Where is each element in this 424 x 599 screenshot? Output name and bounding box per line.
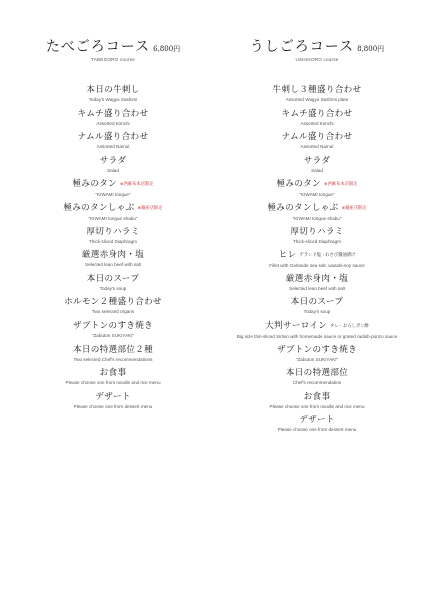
menu-item-name xyxy=(222,202,412,215)
menu-item-name xyxy=(222,155,412,167)
menu-item-name-text: お食事 xyxy=(303,391,331,402)
menu-item-name xyxy=(222,273,412,285)
menu-item-description: Today's soup xyxy=(99,285,127,291)
menu-item xyxy=(18,249,208,273)
menu-item xyxy=(222,320,412,344)
menu-item-note: ※西麻布本店限定 xyxy=(323,182,358,188)
menu-item-description: Chef's recommendation xyxy=(292,380,342,386)
menu-item-name xyxy=(222,178,412,191)
menu-item-note: ※西麻布本店限定 xyxy=(119,182,154,188)
menu-item xyxy=(18,226,208,250)
menu-item-name xyxy=(18,131,208,143)
menu-item xyxy=(222,178,412,202)
menu-item-name xyxy=(18,391,208,403)
menu-item-description: "KIWAMI tongue shabu" xyxy=(292,215,342,221)
menu-item-name-text: 本日の牛刺し xyxy=(86,85,140,95)
menu-item-name xyxy=(222,344,412,356)
menu-item-description: Assorted Namul xyxy=(300,144,334,150)
menu-item-name xyxy=(18,108,208,120)
menu-item-name-text: ホルモン２種盛り合わせ xyxy=(64,297,162,308)
menu-item-name xyxy=(18,296,208,308)
menu-item-name xyxy=(18,320,208,332)
course-item-list xyxy=(18,84,208,414)
course-header xyxy=(222,36,412,64)
menu-item xyxy=(18,273,208,297)
course-subtitle: USHIGORO course xyxy=(295,57,339,62)
menu-item-note: ゲランド塩・わさび醤油漬け xyxy=(299,253,356,259)
menu-item-description: Today's Wagyu Sashimi xyxy=(88,97,138,102)
menu-item-description: Two selected Chef's recommendations xyxy=(73,356,153,362)
menu-item xyxy=(18,296,208,320)
menu-item xyxy=(222,131,412,155)
menu-item xyxy=(18,131,208,155)
menu-item-name xyxy=(18,178,208,191)
menu-item-name-text: 厳選赤身肉・塩 xyxy=(81,250,145,261)
course-title: うしごろコース xyxy=(249,39,355,55)
menu-item-description: Please choose one from dessert menu xyxy=(277,427,357,433)
menu-item-name-text: キムチ盛り合わせ xyxy=(77,108,149,119)
menu-item-note: ※銀座店限定 xyxy=(341,205,367,211)
menu-item xyxy=(222,202,412,226)
menu-item-description: "Zabuton SUKIYAKI" xyxy=(91,332,135,338)
ushigoro-course-column xyxy=(222,36,412,438)
menu-item-name-text: 極みのタン xyxy=(72,179,117,190)
menu-item-description: "KIWAMI tongue" xyxy=(95,192,131,198)
course-price: 8,800円 xyxy=(357,45,385,53)
menu-item-name-text: 極みのタン xyxy=(276,179,321,190)
menu-item xyxy=(222,414,412,438)
menu-item-description: Please choose one from dessert menu xyxy=(73,403,153,409)
menu-item-name-text: ヒレ xyxy=(278,250,297,261)
menu-item-name xyxy=(222,249,412,262)
menu-item-name-text: サラダ xyxy=(303,155,331,166)
menu-item-name-text: 本日の特選部位 xyxy=(285,368,349,379)
course-subtitle: TABEGORO course xyxy=(91,57,135,62)
menu-item-name xyxy=(222,414,412,426)
menu-item-description: Big size thin-sliced Sirloin with homemade sauce or grated radish-ponzu sauce xyxy=(236,333,398,339)
menu-item-description: Thick-sliced Diaphragm xyxy=(89,238,137,244)
menu-item-name xyxy=(222,296,412,308)
menu-item-description: Two selected organs xyxy=(91,309,135,315)
menu-item-name-text: デザート xyxy=(95,391,131,402)
course-price: 6,800円 xyxy=(153,45,181,53)
menu-item xyxy=(222,273,412,297)
menu-item-description: Please choose one from noodle and rice menu xyxy=(269,403,365,409)
menu-item xyxy=(18,84,208,108)
menu-item xyxy=(222,344,412,368)
menu-item-name xyxy=(18,249,208,261)
menu-item-name xyxy=(18,202,208,215)
menu-item-name-text: ナムル盛り合わせ xyxy=(281,132,353,143)
menu-item xyxy=(18,155,208,179)
menu-item xyxy=(18,391,208,415)
menu-item-description: Assorted Kimchi xyxy=(300,120,334,126)
course-title: たべごろコース xyxy=(45,39,151,55)
menu-item-description: Selected lean beef with salt xyxy=(85,262,141,268)
menu-item xyxy=(222,391,412,415)
menu-item-description: "KIWAMI tongue shabu" xyxy=(88,215,138,221)
menu-item-name-text: 厳選赤身肉・塩 xyxy=(285,273,349,284)
menu-item-description: Assorted Namul xyxy=(96,144,130,150)
menu-item-description: Today's soup xyxy=(303,309,331,315)
menu-item-description: Selected lean beef with salt xyxy=(289,285,345,291)
menu-item-name-text: お食事 xyxy=(99,368,127,379)
menu-item-name xyxy=(222,367,412,379)
menu-item xyxy=(222,249,412,273)
menu-item xyxy=(18,344,208,368)
menu-item-name xyxy=(222,320,412,333)
menu-item-name-text: 本日のスープ xyxy=(290,297,344,308)
menu-item-name-text: 本日の特選部位２種 xyxy=(72,344,154,355)
menu-item xyxy=(222,155,412,179)
menu-item-description: Assorted Kimchi xyxy=(96,120,130,126)
menu-item-name xyxy=(222,108,412,120)
menu-item-name-text: キムチ盛り合わせ xyxy=(281,108,353,119)
menu-item-name xyxy=(18,155,208,167)
menu-item-name-text: 牛刺し３種盛り合わせ xyxy=(272,85,362,95)
menu-item-name xyxy=(18,367,208,379)
menu-item xyxy=(222,84,412,108)
menu-item xyxy=(18,320,208,344)
menu-item-description: Please choose one from noodle and rice menu xyxy=(65,380,161,386)
menu-item-name xyxy=(222,391,412,403)
menu-item-note: ※銀座店限定 xyxy=(137,205,163,211)
menu-item-name-text: ザブトンのすき焼き xyxy=(72,320,154,331)
course-header xyxy=(18,36,208,64)
menu-item xyxy=(18,367,208,391)
menu-item xyxy=(18,202,208,226)
tabegoro-course-column xyxy=(18,36,208,414)
menu-item-name xyxy=(18,84,208,96)
menu-item-name xyxy=(222,84,412,96)
menu-item xyxy=(222,108,412,132)
menu-item-name-text: 極みのタンしゃぶ xyxy=(63,202,135,213)
menu-item-name xyxy=(18,273,208,285)
menu-item xyxy=(222,367,412,391)
menu-item-name xyxy=(18,344,208,356)
menu-item-name xyxy=(222,131,412,143)
menu-item-name xyxy=(222,226,412,238)
menu-item-name-text: ナムル盛り合わせ xyxy=(77,132,149,143)
menu-item xyxy=(18,108,208,132)
menu-item-description: Salad xyxy=(311,167,323,173)
menu-item-name xyxy=(18,226,208,238)
menu-item-description: Assorted Wagyu Sashimi plate xyxy=(285,97,349,102)
menu-item-name-text: 厚切りハラミ xyxy=(290,226,344,237)
menu-item-name-text: 本日のスープ xyxy=(86,273,140,284)
menu-item-description: Thick-sliced Diaphragm xyxy=(293,238,341,244)
course-item-list xyxy=(222,84,412,438)
menu-item-note: タレ・おろしポン酢 xyxy=(330,323,369,329)
menu-item-description: "Zabuton SUKIYAKI" xyxy=(295,356,339,362)
menu-item xyxy=(222,226,412,250)
menu-item xyxy=(18,178,208,202)
menu-item-description: Fillet with Garlande sea salt, wasabi-soy sauce xyxy=(269,263,365,269)
menu-item-name-text: ザブトンのすき焼き xyxy=(276,344,358,355)
menu-item xyxy=(222,296,412,320)
menu-item-description: Salad xyxy=(107,167,119,173)
menu-item-name-text: 大判サーロイン xyxy=(265,320,328,331)
menu-item-description: "KIWAMI tongue" xyxy=(299,192,335,198)
menu-item-name-text: デザート xyxy=(299,415,335,426)
menu-item-name-text: 厚切りハラミ xyxy=(86,226,140,237)
menu-item-name-text: 極みのタンしゃぶ xyxy=(267,202,339,213)
menu-item-name-text: サラダ xyxy=(99,155,127,166)
